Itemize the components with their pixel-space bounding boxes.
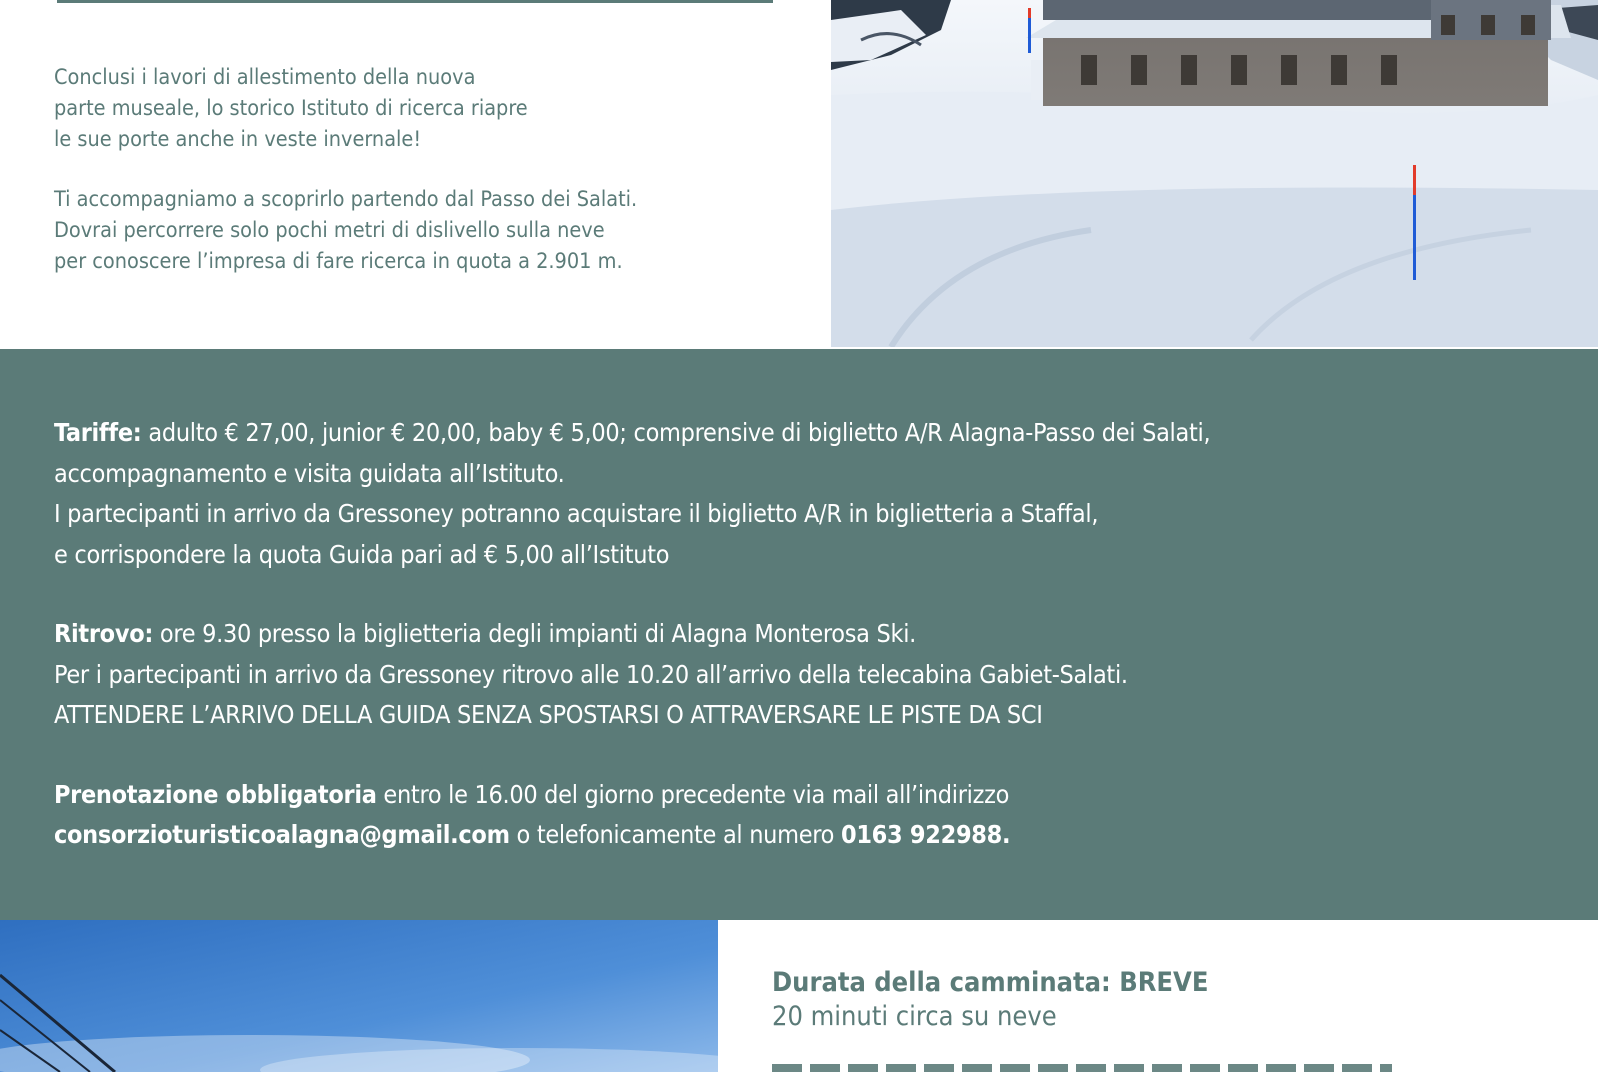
duration-detail: 20 minuti circa su neve — [772, 1001, 1057, 1032]
tariffe-section: Tariffe: adulto € 27,00, junior € 20,00, baby € 5,00; comprensive di biglietto A/R Alagna-Passo dei Salati, accompagnamento e visita guidata all’Istituto. I partecipanti in arrivo da Gressoney potranno acquistare il biglietto A/R in biglietteria a Staffal, e corrispondere la quota Guida pari ad € 5,00 all’Istituto — [54, 418, 1211, 569]
intro-paragraph-2: Ti accompagniamo a scoprirlo partendo dal Passo dei Salati. Dovrai percorrere solo pochi metri di dislivello sulla neve per conoscere l’impresa di fare ricerca in quota a 2.901 m. — [54, 187, 638, 274]
tariffe-label: Tariffe: — [54, 418, 142, 447]
prenotazione-label: Prenotazione obbligatoria — [54, 779, 377, 809]
snowy-hut-illustration — [831, 0, 1598, 347]
ritrovo-label: Ritrovo: — [54, 619, 154, 648]
intro-text — [54, 62, 814, 306]
cropped-text-line — [772, 1064, 1392, 1072]
info-text — [54, 413, 1594, 895]
prenotazione-section: Prenotazione obbligatoria entro le 16.00 del giorno precedente via mail all’indirizzo consorzioturisticoalagna@gmail.com o telefonicamente al numero 0163 922988. — [54, 779, 1011, 849]
sky-cable-photo — [0, 920, 718, 1072]
snowy-hut-photo — [831, 0, 1598, 347]
phone-number[interactable]: 0163 922988. — [840, 820, 1011, 849]
top-divider — [57, 0, 773, 3]
ritrovo-section: Ritrovo: ore 9.30 presso la biglietteria degli impianti di Alagna Monterosa Ski. Per i partecipanti in arrivo da Gressoney ritrovo alle 10.20 all’arrivo della telecabina Gabiet-Salati. ATTENDERE L’ARRIVO DELLA GUIDA SENZA SPOSTARSI O ATTRAVERSARE LE PISTE DA SCI — [54, 619, 1128, 729]
intro-paragraph-1: Conclusi i lavori di allestimento della nuova parte museale, lo storico Istituto di ricerca riapre le sue porte anche in veste invernale! — [54, 65, 528, 152]
duration-block — [772, 966, 1572, 1034]
sky-cableway-illustration — [0, 920, 718, 1072]
email-link[interactable]: consorzioturisticoalagna@gmail.com — [54, 820, 510, 849]
duration-title: Durata della camminata: BREVE — [772, 967, 1209, 998]
